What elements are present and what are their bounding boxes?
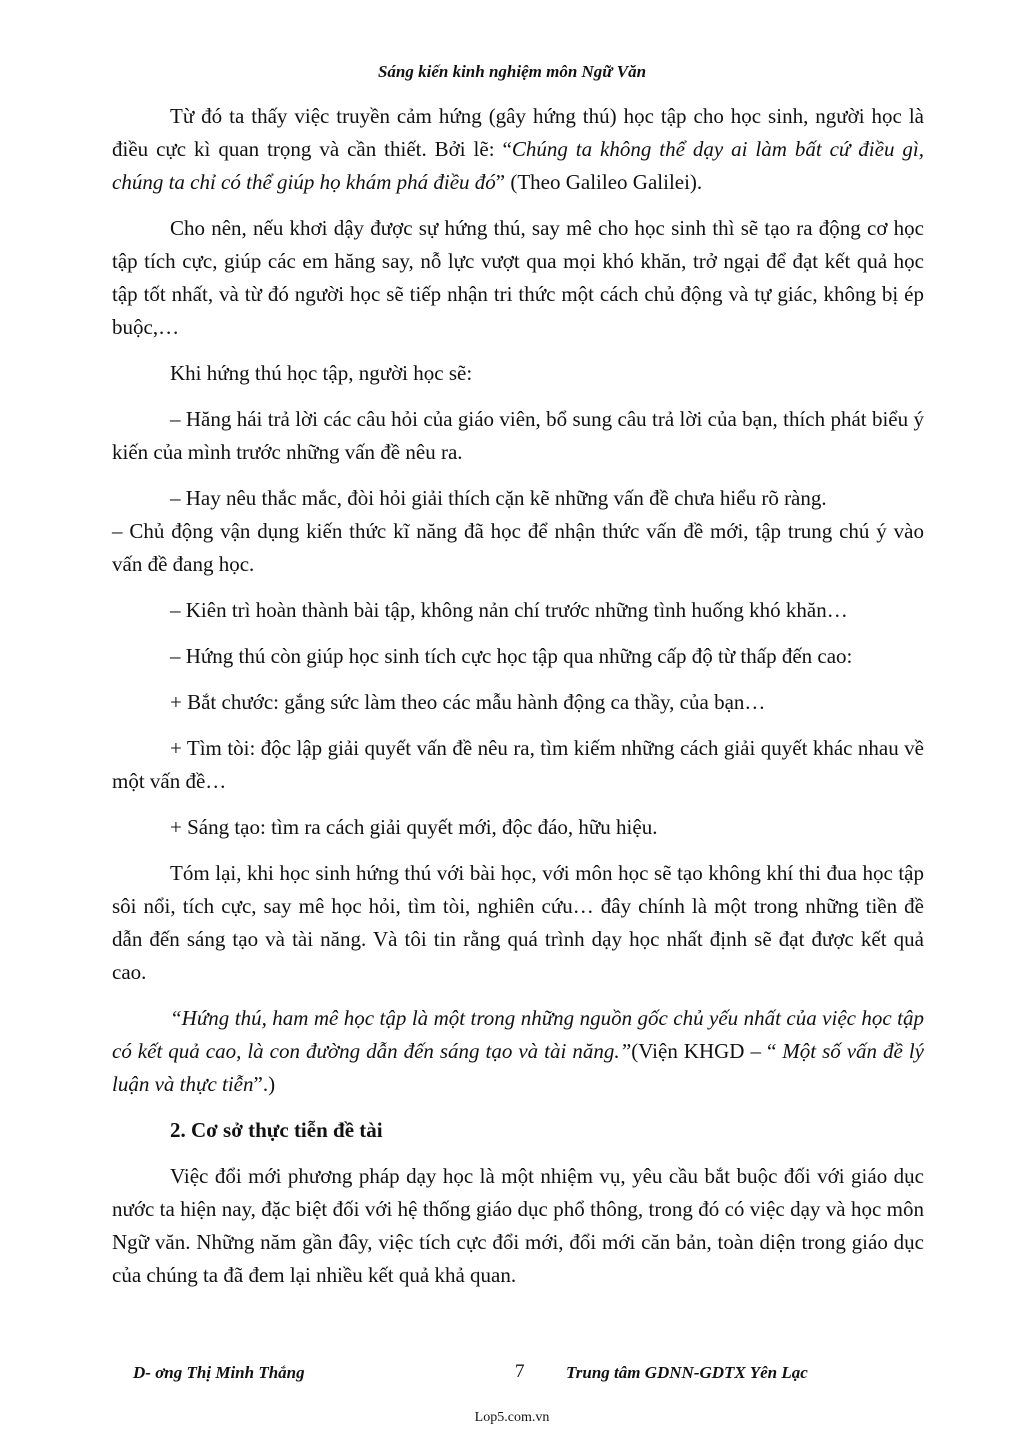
list-item-2: – Hay nêu thắc mắc, đòi hỏi giải thích cặn kẽ những vấn đề chưa hiểu rõ ràng. xyxy=(170,486,827,510)
sub-item-1: + Bắt chước: gắng sức làm theo các mẫu hành động ca thầy, của bạn… xyxy=(170,690,766,714)
list-item-5: – Hứng thú còn giúp học sinh tích cực học tập qua những cấp độ từ thấp đến cao: xyxy=(170,644,853,668)
quote-source-close: ”.) xyxy=(253,1072,276,1096)
site-watermark: Lop5.com.vn xyxy=(474,1410,550,1425)
section-heading: 2. Cơ sở thực tiễn đề tài xyxy=(170,1118,383,1142)
paragraph-2: Cho nên, nếu khơi dậy được sự hứng thú, say mê cho học sinh thì sẽ tạo ra động cơ học tập tích cực, giúp các em hăng say, nỗ lực vượt qua mọi khó khăn, trở ngại để đạt kết quả học tập tốt nhất, và từ đó người học sẽ tiếp nhận tri thức một cách chủ động và tự giác, không bị ép buộc,… xyxy=(112,216,924,339)
quote-source-title: Một số vấn đề lý luận và thực tiễn xyxy=(112,1039,924,1096)
summary-paragraph: Tóm lại, khi học sinh hứng thú với bài học, với môn học sẽ tạo không khí thi đua học tập sôi nổi, tích cực, say mê học hỏi, tìm tòi, nghiên cứu… đây chính là một trong những tiền đề dẫn đến sáng tạo và tài năng. Và tôi tin rằng quá trình dạy học nhất định sẽ đạt được kết quả cao. xyxy=(112,861,924,984)
document-body xyxy=(112,100,924,1305)
sub-item-3: + Sáng tạo: tìm ra cách giải quyết mới, độc đáo, hữu hiệu. xyxy=(170,815,658,839)
footer-author: D- ơng Thị Minh Thắng xyxy=(133,1363,305,1382)
quote-paragraph xyxy=(112,1002,924,1101)
page-header: Sáng kiến kinh nghiệm môn Ngữ Văn xyxy=(377,62,647,81)
paragraph-practice: Việc đổi mới phương pháp dạy học là một nhiệm vụ, yêu cầu bắt buộc đối với giáo dục nước ta hiện nay, đặc biệt đối với hệ thống giáo dục phổ thông, trong đó có việc dạy và học môn Ngữ văn. Những năm gần đây, việc tích cực đổi mới, đổi mới căn bản, toàn diện trong giáo dục của chúng ta đã đem lại nhiều kết quả khả quan. xyxy=(112,1164,924,1287)
paragraph-1 xyxy=(112,100,924,199)
institute-quote: “Hứng thú, ham mê học tập là một trong những nguồn gốc chủ yếu nhất của việc học tập có kết quả cao, là con đường dẫn đến sáng tạo và tài năng.” xyxy=(112,1006,924,1063)
footer-center: Trung tâm GDNN-GDTX Yên Lạc xyxy=(566,1363,808,1382)
paragraph-3: Khi hứng thú học tập, người học sẽ: xyxy=(170,361,473,385)
quote-source-open: (Viện KHGD – “ xyxy=(631,1039,783,1063)
paragraph-1-source: ” (Theo Galileo Galilei). xyxy=(495,170,703,194)
paragraph-1-text: Từ đó ta thấy việc truyền cảm hứng (gây hứng thú) học tập cho học sinh, người học là điều cực kì quan trọng và cần thiết. Bởi lẽ: “ xyxy=(112,104,924,161)
list-item-1: – Hăng hái trả lời các câu hỏi của giáo viên, bổ sung câu trả lời của bạn, thích phát biểu ý kiến của mình trước những vấn đề nêu ra. xyxy=(112,407,924,464)
sub-item-2: + Tìm tòi: độc lập giải quyết vấn đề nêu ra, tìm kiếm những cách giải quyết khác nhau về một vấn đề… xyxy=(112,736,924,793)
page-number: 7 xyxy=(515,1361,525,1382)
galileo-quote: Chúng ta không thể dạy ai làm bất cứ điều gì, chúng ta chỉ có thể giúp họ khám phá điều đó xyxy=(112,137,924,194)
list-item-4: – Kiên trì hoàn thành bài tập, không nản chí trước những tình huống khó khăn… xyxy=(170,598,848,622)
list-item-3: – Chủ động vận dụng kiến thức kĩ năng đã học để nhận thức vấn đề mới, tập trung chú ý vào vấn đề đang học. xyxy=(112,519,924,576)
page-footer xyxy=(0,1363,1024,1389)
